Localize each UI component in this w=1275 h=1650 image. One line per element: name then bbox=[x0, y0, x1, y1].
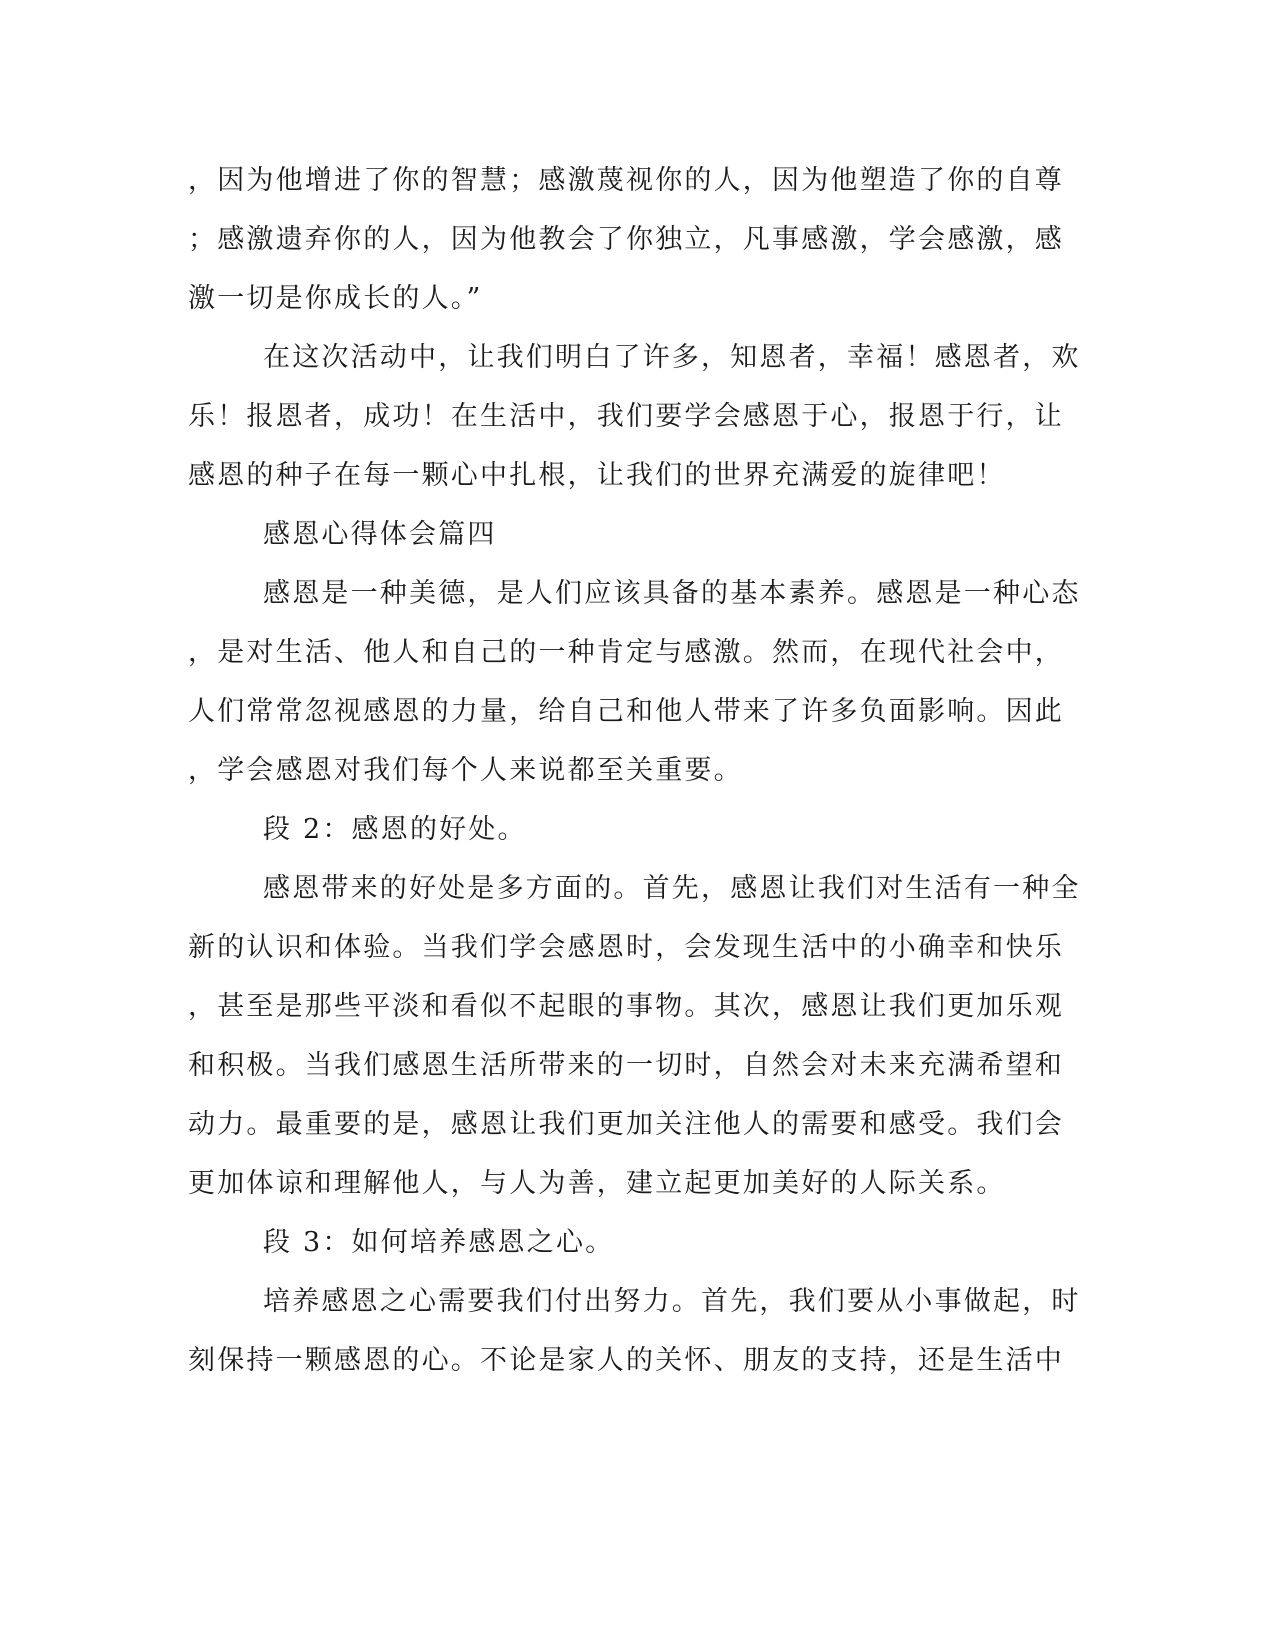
text-line: 刻保持一颗感恩的心。不论是家人的关怀、朋友的支持，还是生活中 bbox=[188, 1345, 1064, 1376]
text-line: 激一切是你成长的人。” bbox=[188, 283, 483, 314]
section-heading: 段 3：如何培养感恩之心。 bbox=[263, 1227, 615, 1258]
text-line: 新的认识和体验。当我们学会感恩时，会发现生活中的小确幸和快乐 bbox=[188, 932, 1064, 963]
text-line: 人们常常忽视感恩的力量，给自己和他人带来了许多负面影响。因此 bbox=[188, 696, 1064, 727]
text-line: 感恩带来的好处是多方面的。首先，感恩让我们对生活有一种全 bbox=[263, 873, 1081, 904]
text-line: 感恩是一种美德，是人们应该具备的基本素养。感恩是一种心态 bbox=[263, 578, 1081, 609]
text-line: ，学会感恩对我们每个人来说都至关重要。 bbox=[188, 755, 743, 786]
text-line: ，甚至是那些平淡和看似不起眼的事物。其次，感恩让我们更加乐观 bbox=[188, 991, 1064, 1022]
text-line: 感恩的种子在每一颗心中扎根，让我们的世界充满爱的旋律吧！ bbox=[188, 460, 1006, 491]
text-line: ，因为他增进了你的智慧；感激蔑视你的人，因为他塑造了你的自尊 bbox=[188, 165, 1064, 196]
section-heading: 段 2：感恩的好处。 bbox=[263, 814, 527, 845]
text-line: 在这次活动中，让我们明白了许多，知恩者，幸福！感恩者，欢 bbox=[263, 342, 1081, 373]
text-line: ；感激遗弃你的人，因为他教会了你独立，凡事感激，学会感激，感 bbox=[188, 224, 1064, 255]
section-heading: 感恩心得体会篇四 bbox=[263, 519, 497, 550]
text-line: 动力。最重要的是，感恩让我们更加关注他人的需要和感受。我们会 bbox=[188, 1109, 1064, 1140]
text-line: 培养感恩之心需要我们付出努力。首先，我们要从小事做起，时 bbox=[263, 1286, 1081, 1317]
text-line: 更加体谅和理解他人，与人为善，建立起更加美好的人际关系。 bbox=[188, 1168, 1006, 1199]
text-line: ，是对生活、他人和自己的一种肯定与感激。然而，在现代社会中， bbox=[188, 637, 1064, 668]
text-line: 和积极。当我们感恩生活所带来的一切时，自然会对未来充满希望和 bbox=[188, 1050, 1064, 1081]
text-line: 乐！报恩者，成功！在生活中，我们要学会感恩于心，报恩于行，让 bbox=[188, 401, 1064, 432]
